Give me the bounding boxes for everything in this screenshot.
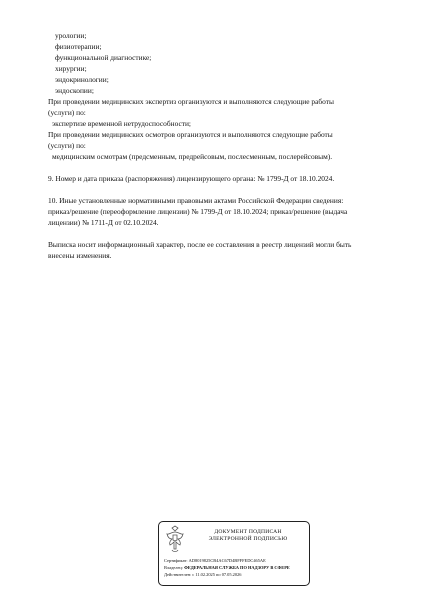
list-item: эндоскопии;	[55, 86, 94, 95]
stamp-validity: Действителен: с 11.02.2025 по 07.05.2026	[164, 572, 242, 577]
list-item: физиотерапии;	[55, 42, 102, 51]
list-item: хирургии;	[55, 64, 87, 73]
exams-heading-line2: (услуги) по:	[48, 141, 86, 150]
stamp-owner-label: Владелец:	[164, 565, 183, 570]
expertise-heading-line2: (услуги) по:	[48, 108, 86, 117]
stamp-certificate: Сертификат: AD8019825CB4AC67D4BFFFEDC465AE	[164, 558, 266, 563]
expertise-heading-line1: При проведении медицинских экспертиз организуются и выполняются следующие работы	[48, 97, 334, 106]
section-10-line3: лицензии) № 1711-Д от 02.10.2024.	[48, 218, 159, 227]
coat-of-arms-icon	[164, 525, 186, 555]
notice-line1: Выписка носит информационный характер, после ее составления в реестр лицензий могли быть	[48, 240, 352, 249]
list-item: урологии;	[55, 31, 87, 40]
stamp-owner	[164, 565, 290, 570]
expertise-item: экспертизе временной нетрудоспособности;	[52, 119, 191, 128]
stamp-title-line2: ЭЛЕКТРОННОЙ ПОДПИСЬЮ	[208, 536, 288, 542]
list-item: функциональной диагностике;	[55, 53, 152, 62]
notice-line2: внесены изменения.	[48, 251, 112, 260]
electronic-signature-stamp	[158, 521, 310, 586]
stamp-title-line1: ДОКУМЕНТ ПОДПИСАН	[214, 529, 282, 535]
exams-item: медицинским осмотрам (предсменным, предрейсовым, послесменным, послерейсовым).	[52, 152, 333, 161]
list-item: эндокринологии;	[55, 75, 109, 84]
section-10-line1: 10. Иные установленные нормативными правовыми актами Российской Федерации сведения:	[48, 196, 344, 205]
section-9: 9. Номер и дата приказа (распоряжения) лицензирующего органа: № 1799-Д от 18.10.2024.	[48, 174, 335, 183]
section-10-line2: приказ/решение (переоформление лицензии) № 1799-Д от 18.10.2024; приказ/решение (выдача	[48, 207, 348, 216]
stamp-owner-name: ФЕДЕРАЛЬНАЯ СЛУЖБА ПО НАДЗОРУ В СФЕРЕ	[184, 565, 290, 570]
exams-heading-line1: При проведении медицинских осмотров организуются и выполняются следующие работы	[48, 130, 333, 139]
